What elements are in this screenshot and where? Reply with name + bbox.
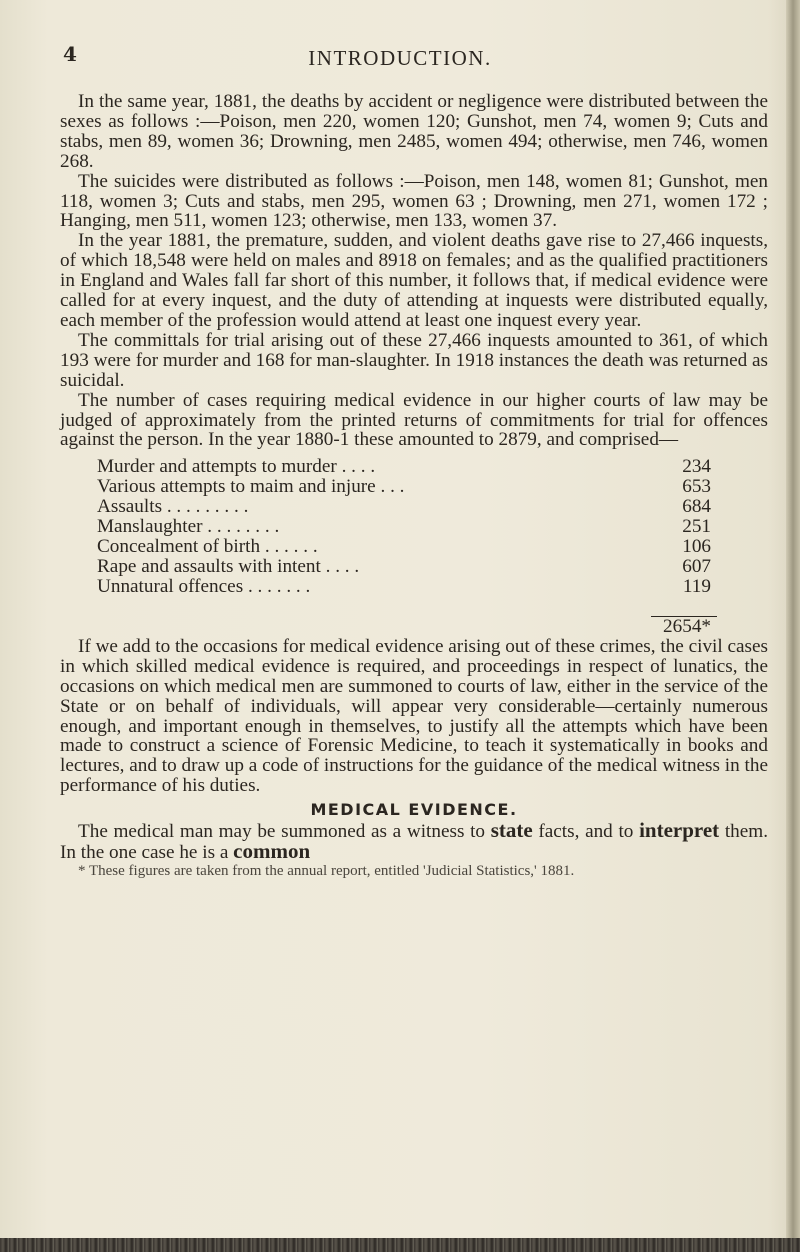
offence-count: 119 [682, 575, 711, 597]
total-row [97, 617, 717, 637]
offence-count: 607 [682, 555, 711, 577]
paragraph-accidents: In the same year, 1881, the deaths by accident or negligence were distributed between the sexes as follows :—Poison, men 220, women 120; Gunshot, men 74, women 9; Cuts and stabs, men 89, women 36; Drowning, men 2485, women 494; otherwise, men 746, women 268. [60, 91, 768, 172]
emphasis-state: state [490, 818, 533, 843]
table-row [97, 477, 717, 497]
emphasis-interpret: interpret [639, 818, 720, 843]
body-text [60, 92, 768, 880]
paragraph-suicides: The suicides were distributed as follows :—Poison, men 148, women 81; Gunshot, men 118, women 3; Cuts and stabs, men 295, women 63 ; Drowning, men 271, women 172 ; Hanging, men 511, women 123; otherwise, men 133, women 37. [60, 170, 768, 232]
paragraph-inquests: In the year 1881, the premature, sudden, and violent deaths gave rise to 27,466 inquests, of which 18,548 were held on males and 8918 on females; and as the qualified practitioners in England and Wales fall far short of this number, it follows that, if medical evidence were called for at every inquest, and the duty of attending at inquests were distributed equally, each member of the profession would attend at least one inquest every year. [60, 230, 768, 331]
offences-table [97, 457, 717, 637]
table-row [97, 517, 717, 537]
paragraph-civil-cases: If we add to the occasions for medical evidence arising out of these crimes, the civil cases in which skilled medical evidence is required, and proceedings in respect of lunatics, the occasions on which medical men are summoned to courts of law, either in the service of the State or on behalf of individuals, will appear very considerable—certainly numerous enough, and important enough in themselves, to justify all the attempts which have been made to construct a science of Forensic Medicine, to teach it systematically in books and lectures, and to draw up a code of instructions for the guidance of the medical witness in the performance of his duties. [60, 635, 768, 797]
offence-count: 234 [682, 456, 711, 478]
offence-count: 653 [682, 476, 711, 498]
offence-count: 684 [682, 496, 711, 518]
sum-rule [97, 597, 717, 617]
paragraph-committals: The committals for trial arising out of these 27,466 inquests amounted to 361, of which 193 were for murder and 168 for man-slaughter. In 1918 instances the death was returned as suicidal. [60, 329, 768, 391]
paragraph-medical-witness: The medical man may be summoned as a witness to state facts, and to interpret them. In the one case he is a common [60, 818, 768, 864]
table-row [97, 457, 717, 477]
table-row [97, 577, 717, 597]
offence-count: 251 [682, 516, 711, 538]
table-row [97, 497, 717, 517]
page-header [0, 40, 800, 74]
offence-count: 106 [682, 535, 711, 557]
table-row [97, 537, 717, 557]
offence-label: Various attempts to maim and injure . . . [97, 476, 405, 498]
offence-label: Rape and assaults with intent . . . . [97, 555, 360, 577]
paragraph-higher-courts: The number of cases requiring medical evidence in our higher courts of law may be judged of approximately from the printed returns of commitments for trial for offences against the person. In the year 1880-1 these amounted to 2879, and comprised— [60, 389, 768, 451]
scan-bottom-border [0, 1238, 800, 1252]
running-head: INTRODUCTION. [308, 46, 492, 70]
offence-label: Manslaughter . . . . . . . . [97, 516, 280, 538]
page-number: 4 [63, 42, 77, 66]
emphasis-common: common [233, 839, 311, 864]
offence-total: 2654* [663, 616, 711, 638]
offence-label: Concealment of birth . . . . . . [97, 535, 318, 557]
offence-label: Assaults . . . . . . . . . [97, 496, 249, 518]
section-heading: MEDICAL EVIDENCE. [310, 800, 518, 820]
offence-label: Murder and attempts to murder . . . . [97, 456, 376, 478]
table-row [97, 557, 717, 577]
footnote: * These figures are taken from the annual report, entitled 'Judicial Statistics,' 1881. [78, 862, 575, 879]
page-edge-shadow [786, 0, 800, 1252]
offence-label: Unnatural offences . . . . . . . [97, 575, 311, 597]
